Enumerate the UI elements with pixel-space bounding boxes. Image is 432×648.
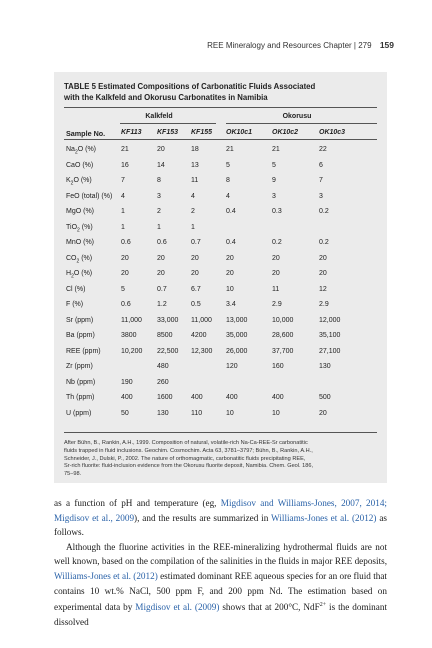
table-cell: 3800	[121, 332, 137, 339]
citation-link[interactable]: Migdisov and Williams-Jones, 2007, 2014; Migdisov et al., 2009	[54, 498, 387, 523]
table-cell: 400	[191, 394, 203, 401]
table-cell: 33,000	[157, 316, 179, 324]
table-cell: 10	[272, 409, 280, 417]
table-cell: 14	[157, 161, 165, 169]
table-top-rule	[64, 107, 377, 108]
row-label: FeO (total) (%)	[66, 192, 113, 200]
table-cell: 400	[272, 394, 284, 401]
column-header: OK10c2	[272, 129, 299, 136]
table-bottom-rule	[64, 432, 377, 433]
table-cell: 4	[121, 192, 125, 200]
running-title: REE Mineralogy and Resources	[207, 41, 321, 50]
page-number: 159	[379, 40, 394, 50]
table-cell: 3	[157, 192, 161, 200]
table-cell: 20	[157, 270, 165, 277]
table-cell: 8	[226, 177, 230, 184]
row-label: Sr (ppm)	[66, 316, 94, 324]
table-cell: 11	[191, 177, 199, 184]
table-cell: 10,000	[272, 316, 294, 324]
footnote-line: fluids trapped in fluid inclusions. Geochim. Cosmochim. Acta 63, 3781–3797; Bühn, B., Rankin, A.H.,	[64, 447, 313, 454]
table-cell: 3.4	[226, 301, 236, 308]
citation-link[interactable]: Williams-Jones et al. (2012)	[271, 512, 377, 523]
table-cell: 6.7	[191, 285, 201, 293]
table-cell: 1.2	[157, 301, 167, 308]
citation-link[interactable]: Migdisov et al. (2009)	[135, 602, 220, 613]
table-cell: 22,500	[157, 347, 179, 355]
row-label: U (ppm)	[66, 409, 92, 417]
footnote-line: 75–98.	[64, 471, 82, 478]
table-cell: 8	[157, 177, 161, 184]
table-cell: 28,600	[272, 332, 294, 339]
row-label: Th (ppm)	[66, 394, 95, 401]
table-cell: 4	[226, 192, 230, 200]
table-cell: 0.2	[319, 208, 329, 215]
table-cell: 4200	[191, 332, 207, 339]
table-cell: 0.7	[191, 239, 201, 246]
group-header-okorusu: Okorusu	[282, 113, 312, 120]
table-cell: 20	[226, 254, 234, 262]
column-header: OK10c3	[319, 129, 346, 136]
table-cell: 0.4	[226, 239, 236, 246]
table-cell: 20	[272, 254, 280, 262]
table-cell: 7	[319, 177, 323, 184]
table-cell: 2.9	[319, 301, 329, 308]
table-cell: 13	[191, 161, 199, 169]
table-cell: 190	[121, 378, 133, 386]
table-cell: 10,200	[121, 347, 143, 355]
paragraph-2: Although the fluorine activities in the REE-mineralizing hydrothermal fluids are not well known, based on the compilation of the salinities in the fluids in major REE deposits, Williams-Jones et al. (2012) estimated dominant REE aqueous species for an ore fluid that contains 10 wt.% NaCl, 500 ppm F, and 200 ppm Nd. The estimation based on experimental data by Migdisov et al. (2009) shows that at 200°C, NdF$^{2+}$ is the dominant dissolved	[54, 541, 387, 627]
table-cell: 1600	[157, 394, 173, 401]
header-bottom-rule	[64, 139, 377, 140]
table-cell: 20	[319, 270, 327, 277]
row-label: $H_2O$ (%)	[66, 270, 93, 280]
table-cell: 27,100	[319, 347, 341, 355]
row-label: Zr (ppm)	[66, 363, 93, 370]
table-cell: 12,300	[191, 347, 213, 355]
running-header	[207, 40, 394, 50]
table-cell: 11	[272, 285, 280, 293]
table-cell: 20	[121, 254, 129, 262]
table-cell: 400	[121, 394, 133, 401]
table-cell: 12	[319, 285, 327, 293]
table-cell: 0.6	[121, 239, 131, 246]
table-cell: 2	[191, 208, 195, 215]
table-cell: 10	[226, 285, 234, 293]
table-cell: 20	[272, 270, 280, 277]
data-table	[54, 72, 387, 483]
table-cell: 2	[157, 208, 161, 215]
row-label: Nb (ppm)	[66, 378, 96, 386]
table-cell: 0.5	[191, 301, 201, 308]
table-title	[64, 81, 379, 103]
table-title-line-1: TABLE 5 Estimated Compositions of Carbonatitic Fluids Associated	[64, 82, 316, 91]
table-cell: 35,100	[319, 332, 341, 339]
table-cell: 20	[191, 254, 199, 262]
citation-link[interactable]: Williams-Jones et al. (2012)	[54, 570, 158, 581]
table-cell: 0.4	[226, 208, 236, 215]
table-cell: 21	[121, 146, 129, 153]
table-cell: 3	[319, 192, 323, 200]
table-cell: 11,000	[121, 316, 142, 324]
table-title-line-2: with the Kalkfeld and Okorusu Carbonatites in Namibia	[64, 93, 268, 102]
table-cell: 9	[272, 177, 276, 184]
table-cell: 0.3	[272, 208, 282, 215]
table-cell: 20	[191, 270, 199, 277]
row-label: F (%)	[66, 301, 84, 308]
row-label: MnO (%)	[66, 239, 94, 246]
table-cell: 500	[319, 394, 331, 401]
table-cell: 20	[319, 409, 327, 417]
group-header-kalkfeld: Kalkfeld	[145, 113, 173, 120]
table-cell: 21	[272, 146, 280, 153]
row-label: Ba (ppm)	[66, 332, 95, 339]
footnote-line: After Bühn, B., Rankin, A.H., 1999. Composition of natural, volatile-rich Na-Ca-REE-Sr carbonatitic	[64, 440, 308, 446]
row-label: $CO_2$ (%)	[66, 254, 93, 264]
table-cell: 4	[191, 192, 195, 200]
table-cell: 20	[319, 254, 327, 262]
table-cell: 22	[319, 146, 327, 153]
paragraph-1: as a function of pH and temperature (eg, Migdisov and Williams-Jones, 2007, 2014; Migdisov et al., 2009), and the results are summarized in Williams-Jones et al. (2012) as follows.	[54, 498, 387, 538]
group-rule-okorusu	[226, 123, 377, 124]
group-rule-kalkfeld	[120, 123, 216, 124]
table-cell: 5	[272, 161, 276, 169]
sample-header: Sample No.	[66, 129, 106, 138]
table-cell: 160	[272, 363, 284, 370]
table-cell: 400	[226, 394, 238, 401]
table-cell: 110	[191, 409, 203, 417]
table-cell: 21	[226, 146, 234, 153]
body-text	[54, 496, 387, 629]
column-header: KF153	[157, 129, 179, 136]
table-cell: 35,000	[226, 332, 248, 339]
table-cell: 11,000	[191, 316, 212, 324]
column-header: OK10c1	[226, 129, 253, 136]
footnote-line: Sr-rich fluorite: fluid-inclusion evidence from the Okorusu fluorite deposit, Namibia. Chem. Geol. 186,	[64, 463, 314, 470]
table-cell: 26,000	[226, 347, 248, 355]
table-cell: 0.7	[157, 285, 167, 293]
table-cell: 20	[121, 270, 129, 277]
table-cell: 1	[121, 208, 125, 215]
table-cell: 6	[319, 161, 323, 169]
table-cell: 480	[157, 363, 169, 370]
table-cell: 130	[157, 409, 169, 417]
table-cell: 18	[191, 146, 199, 153]
table-cell: 50	[121, 409, 129, 417]
table-cell: 13,000	[226, 316, 248, 324]
chapter-label: Chapter | 279	[323, 41, 372, 50]
row-label: $Na_2O$ (%)	[66, 146, 97, 156]
table-cell: 260	[157, 378, 169, 386]
table-cell: 5	[226, 161, 230, 169]
table-cell: 1	[157, 223, 161, 231]
table-cell: 0.2	[319, 239, 329, 246]
table-cell: 120	[226, 363, 238, 370]
table-cell: 3	[272, 192, 276, 200]
column-header: KF155	[191, 129, 213, 136]
table-cell: 5	[121, 285, 125, 293]
table-cell: 7	[121, 177, 125, 184]
footnote-line: Schneider, J., Dulski, P., 2002. The nature of orthomagmatic, carbonatitic fluids precipitating REE,	[64, 455, 306, 462]
column-header: KF113	[121, 129, 142, 136]
table-cell: 20	[226, 270, 234, 277]
table-cell: 12,000	[319, 316, 341, 324]
row-label: $K_2O$ (%)	[66, 177, 92, 187]
table-cell: 8500	[157, 332, 173, 339]
row-label: MgO (%)	[66, 208, 94, 215]
row-label: REE (ppm)	[66, 347, 101, 355]
table-cell: 0.6	[157, 239, 167, 246]
table-cell: 2.9	[272, 301, 282, 308]
table-cell: 37,700	[272, 347, 294, 355]
row-label: CaO (%)	[66, 161, 94, 169]
table-cell: 0.6	[121, 301, 131, 308]
row-label: Cl (%)	[66, 285, 86, 293]
table-cell: 10	[226, 409, 234, 417]
table-cell: 16	[121, 161, 129, 169]
table-cell: 0.2	[272, 239, 282, 246]
table-cell: 1	[121, 223, 125, 231]
table-cell: 20	[157, 146, 165, 153]
table-cell: 1	[191, 223, 195, 231]
table-cell: 130	[319, 363, 331, 370]
table-footnote	[64, 440, 377, 479]
table-cell: 20	[157, 254, 165, 262]
row-label: TiO$_2$ (%)	[66, 223, 93, 233]
